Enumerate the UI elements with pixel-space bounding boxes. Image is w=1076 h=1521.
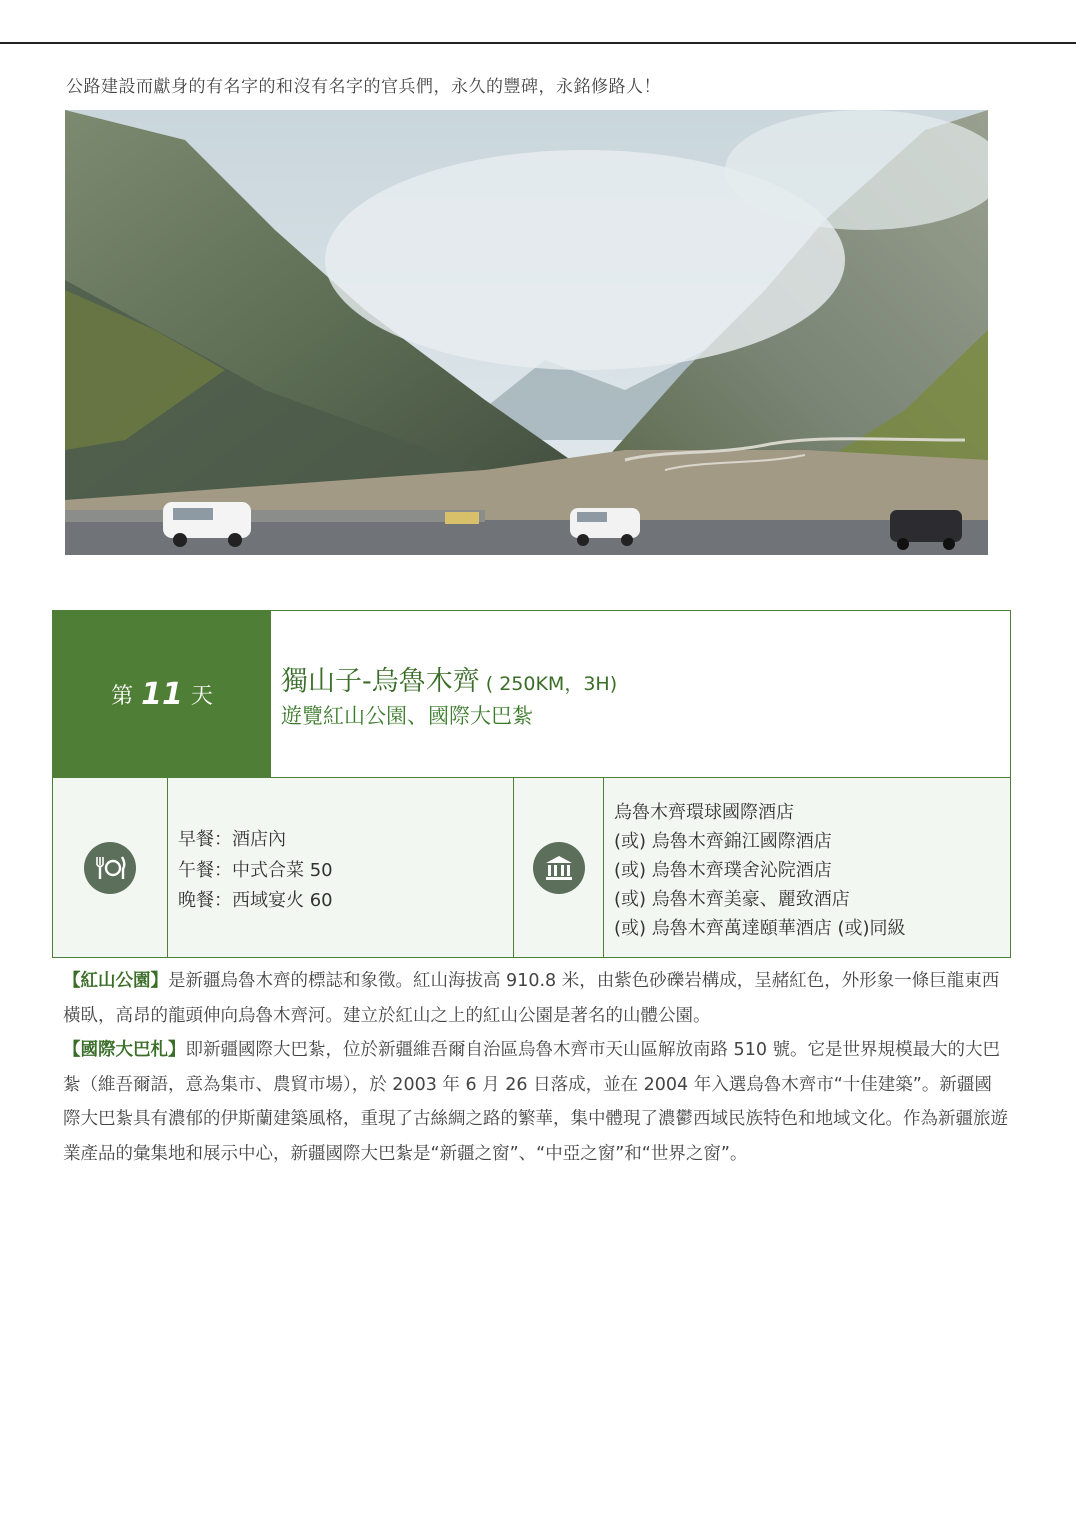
- hotel-item: (或) 烏魯木齊萬達頤華酒店 (或)同級: [614, 918, 906, 939]
- day-suffix: 天: [190, 683, 213, 709]
- building-columns-icon: [533, 842, 585, 894]
- hotel-item: (或) 烏魯木齊錦江國際酒店: [614, 831, 832, 852]
- hotel-item: (或) 烏魯木齊璞舍沁院酒店: [614, 860, 832, 881]
- paragraph-hongshan: [63, 964, 1008, 1033]
- day-header: [53, 611, 1010, 778]
- hotel-item: (或) 烏魯木齊美豪、麗致酒店: [614, 889, 850, 910]
- meal-lunch: 午餐：中式合菜 50: [178, 859, 333, 881]
- route-title: [281, 659, 617, 698]
- hotel-item: 烏魯木齊環球國際酒店: [614, 802, 794, 823]
- day-label: [53, 611, 271, 777]
- day-prefix: 第: [111, 683, 134, 709]
- heading-hongshan: 【紅山公園】: [63, 971, 168, 991]
- hotel-icon-cell: [514, 778, 604, 957]
- top-rule: [0, 42, 1076, 44]
- route-name: 獨山子-烏魯木齊: [281, 666, 480, 697]
- meals-cell: [168, 778, 514, 957]
- hotels-list: [614, 798, 906, 943]
- day-number: 11: [141, 676, 183, 712]
- route-subtitle: 遊覽紅山公園、國際大巴紮: [281, 704, 533, 728]
- text-bazaar: 即新疆國際大巴紮，位於新疆維吾爾自治區烏魯木齊市天山區解放南路 510 號。它是世界規模最大的大巴紮（維吾爾語，意為集市、農貿市場），於 2003 年 6 月 26 日落成，並在 2004 年入選烏魯木齊市“十佳建築”。新疆國際大巴紮具有濃郁的伊斯蘭建築風格，重現了古絲綢之路的繁華，集中體現了濃鬱西域民族特色和地域文化。作為新疆旅遊業產品的彙集地和展示中心，新疆國際大巴紮是“新疆之窗”、“中亞之窗”和“世界之窗”。: [63, 1040, 1008, 1164]
- mountain-road-photo: [65, 110, 988, 555]
- day-itinerary-box: [52, 610, 1011, 958]
- meal-icon-cell: [53, 778, 168, 957]
- paragraph-bazaar: [63, 1033, 1008, 1171]
- meal-dinner: 晚餐：西域宴火 60: [178, 890, 333, 911]
- hotels-cell: [604, 778, 1010, 957]
- attraction-descriptions: [63, 964, 1008, 1171]
- text-hongshan: 是新疆烏魯木齊的標誌和象徵。紅山海拔高 910.8 米，由紫色砂礫岩構成，呈赭紅色，外形象一條巨龍東西橫臥，高昂的龍頭伸向烏魯木齊河。建立於紅山之上的紅山公園是著名的山體公園。: [63, 971, 1000, 1026]
- meals-list: [178, 825, 333, 917]
- fork-plate-icon: [84, 842, 136, 894]
- meal-hotel-row: [53, 778, 1010, 957]
- intro-text: 公路建設而獻身的有名字的和沒有名字的官兵們，永久的豐碑，永銘修路人！: [66, 77, 661, 97]
- meal-breakfast: 早餐：酒店內: [178, 829, 286, 850]
- route-distance: ( 250KM，3H): [485, 673, 618, 695]
- heading-bazaar: 【國際大巴札】: [63, 1040, 186, 1060]
